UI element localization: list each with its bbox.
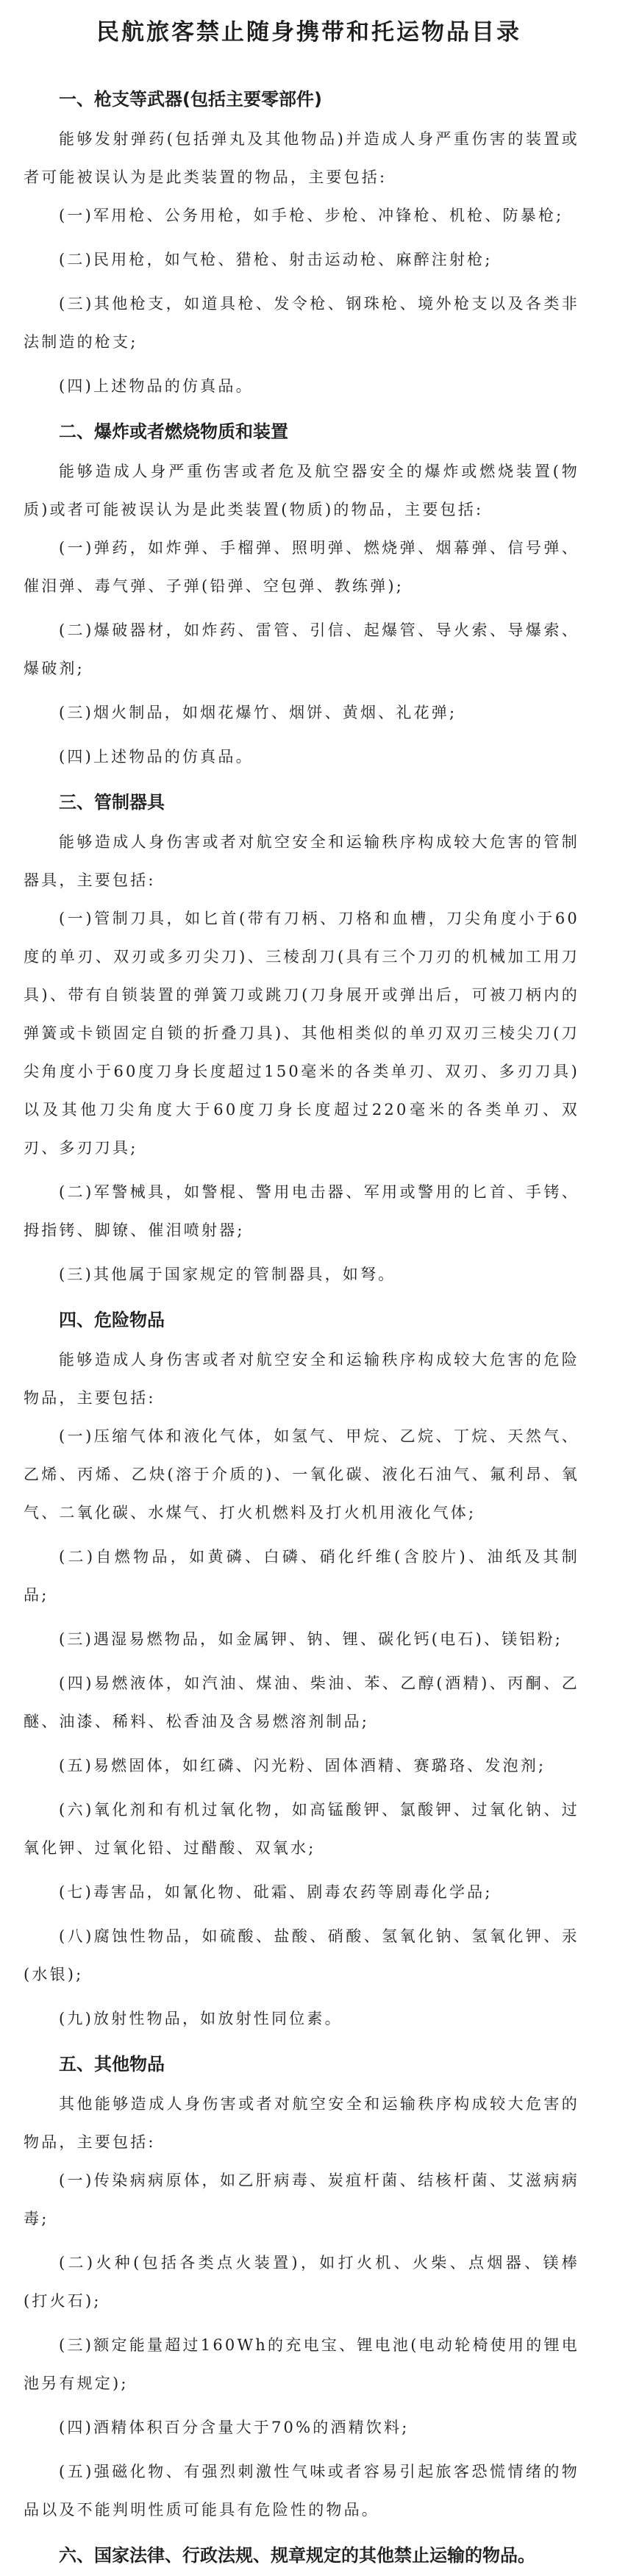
list-item: (六)氧化剂和有机过氧化物，如高锰酸钾、氯酸钾、过氧化钠、过氧化钾、过氧化铅、过醋酸、双氧水;	[24, 1801, 579, 1857]
list-item: (四)酒精体积百分含量大于70%的酒精饮料;	[59, 2419, 410, 2436]
list-item: (三)其他属于国家规定的管制器具，如弩。	[59, 1266, 396, 1283]
list-item: (二)自燃物品，如黄磷、白磷、硝化纤维(含胶片)、油纸及其制品;	[24, 1548, 579, 1604]
sections-container	[24, 79, 579, 2576]
list-item: (二)民用枪，如气枪、猎枪、射击运动枪、麻醉注射枪;	[59, 251, 493, 268]
list-item: (二)火种(包括各类点火装置)，如打火机、火柴、点烟器、镁棒(打火石);	[24, 2254, 579, 2310]
list-item: (一)弹药，如炸弹、手榴弹、照明弹、燃烧弹、烟幕弹、信号弹、催泪弹、毒气弹、子弹(铅弹、空包弹、教练弹);	[24, 539, 579, 595]
section-heading: 三、管制器具	[59, 792, 165, 813]
section-heading: 一、枪支等武器(包括主要零部件)	[59, 89, 322, 110]
list-item: (四)上述物品的仿真品。	[59, 748, 254, 766]
section-intro: 能够造成人身伤害或者对航空安全和运输秩序构成较大危害的危险物品，主要包括:	[24, 1351, 579, 1407]
section-intro: 其他能够造成人身伤害或者对航空安全和运输秩序构成较大危害的物品，主要包括:	[24, 2095, 579, 2151]
list-item: (三)烟火制品，如烟花爆竹、烟饼、黄烟、礼花弹;	[59, 704, 457, 721]
list-item: (五)易燃固体，如红磷、闪光粉、固体酒精、赛璐珞、发泡剂;	[59, 1757, 546, 1774]
list-item: (四)易燃液体，如汽油、煤油、柴油、苯、乙醇(酒精)、丙酮、乙醚、油漆、稀料、松香油及含易燃溶剂制品;	[24, 1674, 579, 1730]
section-3	[24, 782, 579, 1294]
list-item: (二)爆破器材，如炸药、雷管、引信、起爆管、导火索、导爆索、爆破剂;	[24, 621, 579, 677]
section-4	[24, 1299, 579, 2038]
list-item: (一)传染病病原体，如乙肝病毒、炭疽杆菌、结核杆菌、艾滋病病毒;	[24, 2172, 579, 2227]
list-item: (三)其他枪支，如道具枪、发令枪、钢珠枪、境外枪支以及各类非法制造的枪支;	[24, 295, 579, 351]
list-item: (一)管制刀具，如匕首(带有刀柄、刀格和血槽，刀尖角度小于60度的单刃、双刃或多刃尖刀)、三棱刮刀(具有三个刀刃的机械加工用刀具)、带有自锁装置的弹簧刀或跳刀(刀身展开或弹出后，可被刀柄内的弹簧或卡锁固定自锁的折叠刀具)、其他相类似的单刃双刃三棱尖刀(刀尖角度小于60度刀身长度超过150毫米的各类单刃、双刃、多刃刀具)以及其他刀尖角度大于60度刀身长度超过220毫米的各类单刃、双刃、多刃刀具;	[24, 910, 579, 1157]
list-item: (四)上述物品的仿真品。	[59, 377, 254, 395]
list-item: (三)额定能量超过160Wh的充电宝、锂电池(电动轮椅使用的锂电池另有规定);	[24, 2336, 579, 2392]
section-intro: 能够造成人身伤害或者对航空安全和运输秩序构成较大危害的管制器具，主要包括:	[24, 833, 579, 889]
section-heading: 二、爆炸或者燃烧物质和装置	[59, 421, 288, 442]
section-2	[24, 411, 579, 776]
list-item: (五)强磁化物、有强烈刺激性气味或者容易引起旅客恐慌情绪的物品以及不能判明性质可能具有危险性的物品。	[24, 2463, 579, 2519]
section-heading: 五、其他物品	[59, 2054, 165, 2074]
list-item: (八)腐蚀性物品，如硫酸、盐酸、硝酸、氢氧化钠、氢氧化钾、汞(水银);	[24, 1927, 579, 1983]
list-item: (三)遇湿易燃物品，如金属钾、钠、锂、碳化钙(电石)、镁铝粉;	[59, 1630, 563, 1648]
section-6	[24, 2535, 579, 2576]
section-1	[24, 79, 579, 405]
list-item: (九)放射性物品，如放射性同位素。	[59, 2010, 343, 2027]
section-intro: 能够造成人身严重伤害或者危及航空器安全的爆炸或燃烧装置(物质)或者可能被误认为是此类装置(物质)的物品，主要包括:	[24, 463, 579, 518]
list-item: (七)毒害品，如氰化物、砒霜、剧毒农药等剧毒化学品;	[59, 1883, 493, 1901]
list-item: (一)军用枪、公务用枪，如手枪、步枪、冲锋枪、机枪、防暴枪;	[59, 207, 564, 224]
document-title: 民航旅客禁止随身携带和托运物品目录	[96, 19, 521, 46]
list-item: (一)压缩气体和液化气体，如氢气、甲烷、乙烷、丁烷、天然气、乙烯、丙烯、乙炔(溶于介质的)、一氧化碳、液化石油气、氟利昂、氧气、二氧化碳、水煤气、打火机燃料及打火机用液化气体;	[24, 1427, 579, 1521]
list-item: (二)军警械具，如警棍、警用电击器、军用或警用的匕首、手铐、拇指铐、脚镣、催泪喷射器;	[24, 1183, 579, 1239]
section-heading: 四、危险物品	[59, 1310, 165, 1330]
section-5	[24, 2044, 579, 2529]
section-intro: 能够发射弹药(包括弹丸及其他物品)并造成人身严重伤害的装置或者可能被误认为是此类装置的物品，主要包括:	[24, 130, 579, 186]
section-heading: 六、国家法律、行政法规、规章规定的其他禁止运输的物品。	[59, 2545, 535, 2566]
